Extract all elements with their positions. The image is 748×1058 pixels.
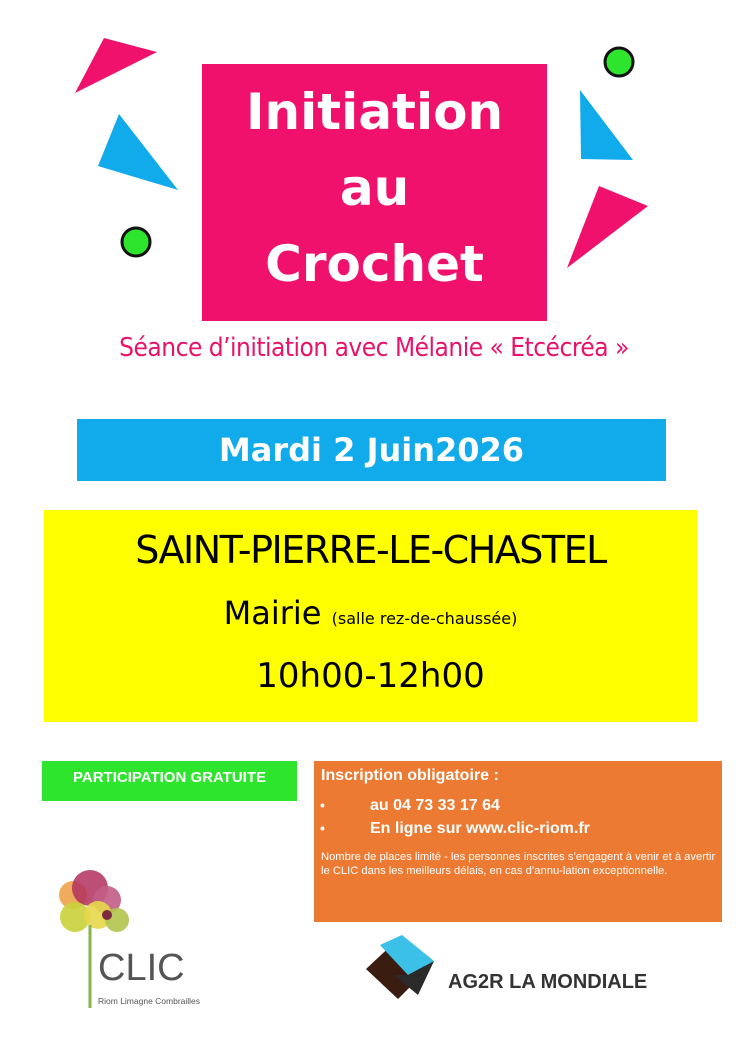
title-line-3: Crochet: [265, 235, 484, 293]
phone-number: au 04 73 33 17 64: [370, 797, 500, 814]
ag2r-name: AG2R LA MONDIALE: [448, 971, 648, 993]
green-dot-right: [605, 48, 633, 76]
participation-badge: PARTICIPATION GRATUITE: [42, 761, 297, 801]
clic-subtitle: Riom Limagne Combrailles: [98, 996, 201, 1006]
inscription-note: Nombre de places limité - les personnes inscrites s’engagent à venir et à avertir le CLIC dans les meilleurs délais, en cas d’annu-lation exceptionnelle.: [321, 851, 716, 877]
inscription-box: [314, 761, 722, 922]
venue-name: Mairie: [223, 594, 322, 632]
location-box: [44, 510, 697, 722]
title-line-1: Initiation: [245, 83, 504, 141]
website-link[interactable]: En ligne sur www.clic-riom.fr: [370, 820, 590, 837]
blue-triangle-right: [580, 90, 633, 160]
ag2r-logo: [360, 935, 700, 1020]
bullet-icon: •: [320, 797, 325, 813]
venue-line: [44, 594, 697, 632]
title-line-2: au: [339, 159, 410, 217]
green-dot-left: [122, 228, 150, 256]
hours: 10h00-12h00: [256, 656, 485, 696]
pink-triangle-right: [567, 186, 648, 268]
pink-triangle-top-left: [75, 38, 157, 93]
title-box: [202, 64, 547, 321]
subtitle: Séance d’initiation avec Mélanie « Etcécréa »: [119, 333, 629, 363]
blue-triangle-left: [98, 114, 178, 190]
clic-logo: [50, 870, 210, 1010]
venue-note: (salle rez-de-chaussée): [331, 609, 518, 628]
date-banner: Mardi 2 Juin2026: [77, 419, 666, 481]
city-name: SAINT-PIERRE-LE-CHASTEL: [135, 528, 606, 572]
inscription-title: Inscription obligatoire :: [321, 767, 499, 784]
bullet-icon: •: [320, 820, 325, 836]
clic-name: CLIC: [98, 947, 185, 989]
